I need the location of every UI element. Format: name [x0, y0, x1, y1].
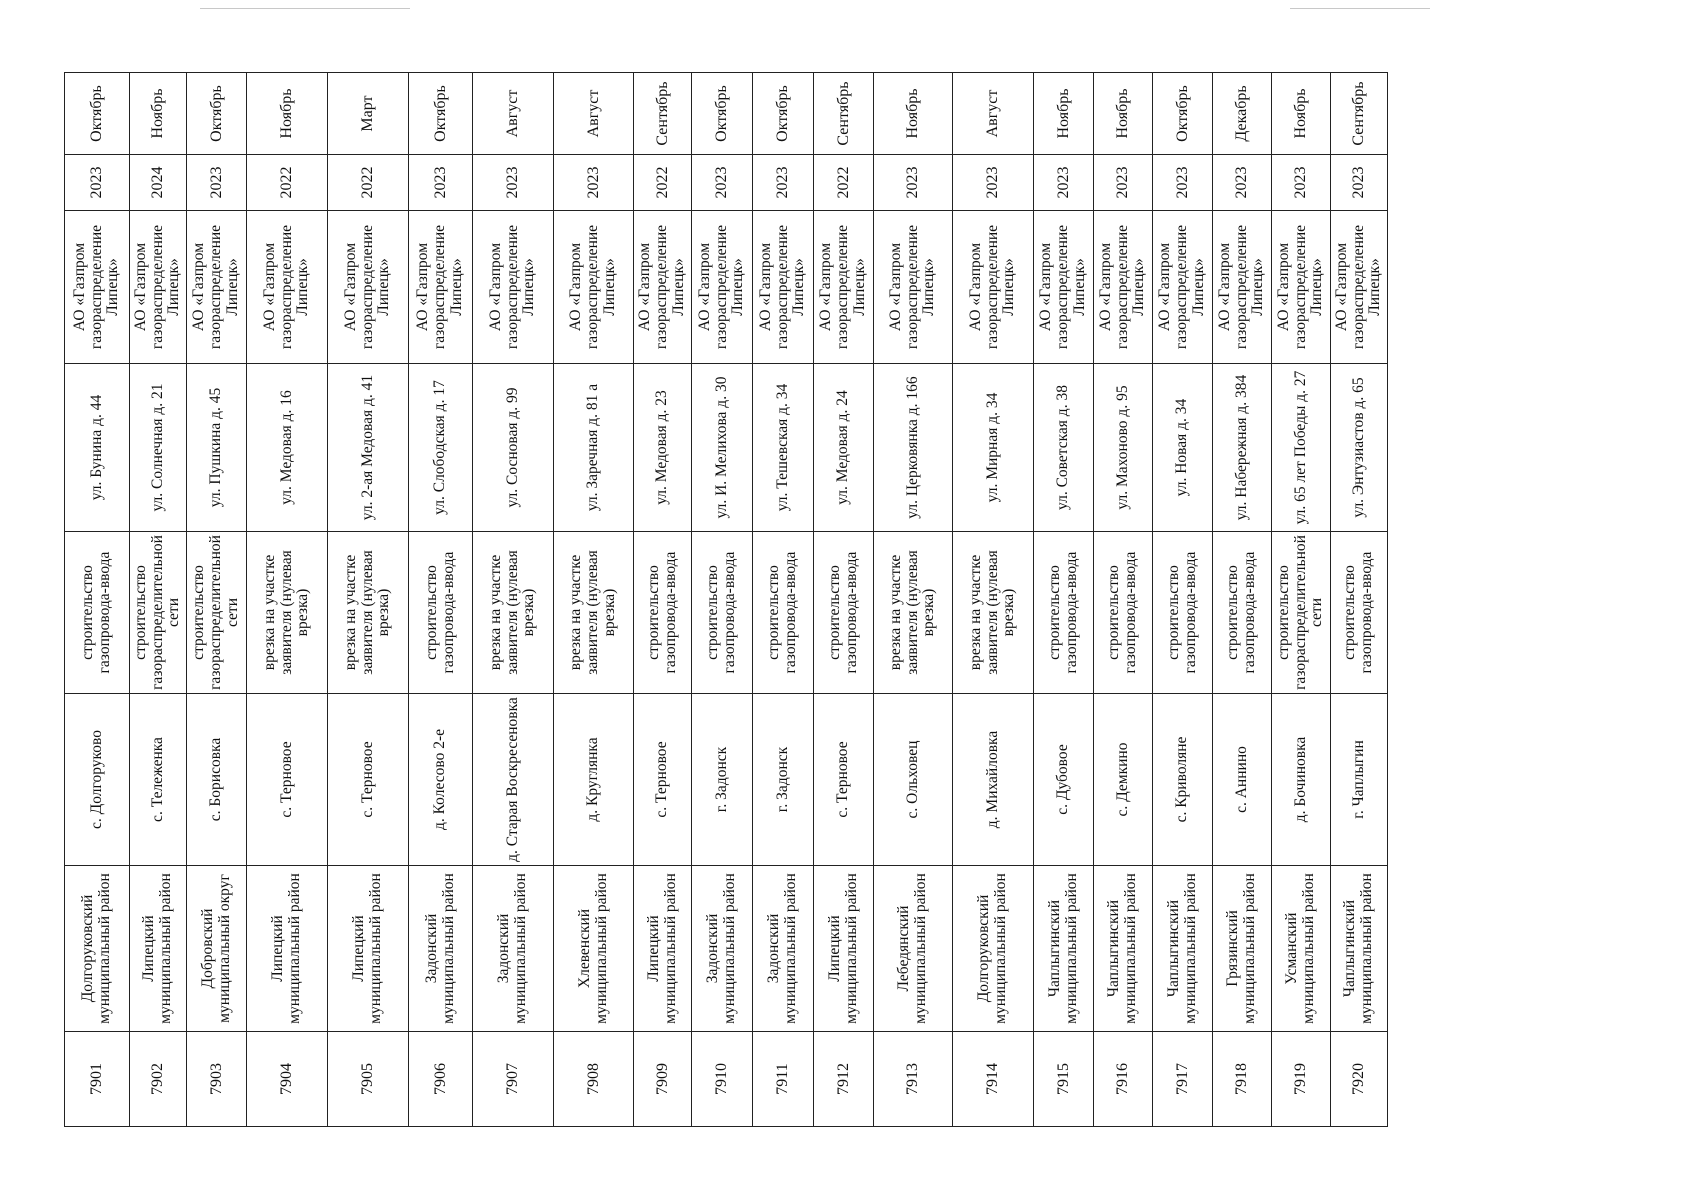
district-cell: Чаплыгинский муниципальный район [1331, 866, 1388, 1032]
row-number: 7908 [554, 1032, 634, 1127]
row-number: 7902 [130, 1032, 187, 1127]
district-cell: Липецкий муниципальный район [130, 866, 187, 1032]
settlement-cell: с. Терновое [634, 694, 692, 866]
year-cell: 2023 [1331, 155, 1388, 211]
table-row [692, 73, 753, 1127]
district-cell: Задонский муниципальный район [692, 866, 753, 1032]
settlement-cell: г. Задонск [753, 694, 814, 866]
district-cell: Долгоруковский муниципальный район [953, 866, 1034, 1032]
year-cell: 2023 [187, 155, 247, 211]
district-cell: Липецкий муниципальный район [328, 866, 409, 1032]
settlement-cell: д. Старая Воскресеновка [473, 694, 554, 866]
settlement-cell: с. Дубовое [1034, 694, 1094, 866]
organization-cell: АО «Газпром газораспределение Липецк» [634, 211, 692, 364]
gas-connection-table [64, 72, 1388, 1127]
year-cell: 2023 [473, 155, 554, 211]
row-number: 7912 [814, 1032, 874, 1127]
address-cell: ул. Махоново д. 95 [1094, 364, 1153, 532]
table-row [554, 73, 634, 1127]
organization-cell: АО «Газпром газораспределение Липецк» [1153, 211, 1213, 364]
table-row [814, 73, 874, 1127]
work-type-cell: строительство газопровода-ввода [753, 532, 814, 694]
table-row [634, 73, 692, 1127]
row-number: 7906 [409, 1032, 473, 1127]
table-row [328, 73, 409, 1127]
organization-cell: АО «Газпром газораспределение Липецк» [130, 211, 187, 364]
settlement-cell: д. Колесово 2-е [409, 694, 473, 866]
district-cell: Задонский муниципальный район [753, 866, 814, 1032]
district-cell: Чаплыгинский муниципальный район [1094, 866, 1153, 1032]
address-cell: ул. Набережная д. 384 [1213, 364, 1272, 532]
organization-cell: АО «Газпром газораспределение Липецк» [874, 211, 953, 364]
settlement-cell: с. Терновое [328, 694, 409, 866]
row-number: 7903 [187, 1032, 247, 1127]
row-number: 7910 [692, 1032, 753, 1127]
row-number: 7909 [634, 1032, 692, 1127]
district-cell: Задонский муниципальный район [409, 866, 473, 1032]
organization-cell: АО «Газпром газораспределение Липецк» [1213, 211, 1272, 364]
organization-cell: АО «Газпром газораспределение Липецк» [753, 211, 814, 364]
row-number: 7919 [1272, 1032, 1331, 1127]
row-number: 7916 [1094, 1032, 1153, 1127]
address-cell: ул. Слободская д. 17 [409, 364, 473, 532]
organization-cell: АО «Газпром газораспределение Липецк» [814, 211, 874, 364]
table-row [874, 73, 953, 1127]
table-row [1153, 73, 1213, 1127]
settlement-cell: с. Долгоруково [65, 694, 130, 866]
address-cell: ул. Бунина д. 44 [65, 364, 130, 532]
month-cell: Ноябрь [1034, 73, 1094, 155]
work-type-cell: врезка на участке заявителя (нулевая врезка) [473, 532, 554, 694]
district-cell: Добровский муниципальный округ [187, 866, 247, 1032]
district-cell: Усманский муниципальный район [1272, 866, 1331, 1032]
table-row [1034, 73, 1094, 1127]
settlement-cell: с. Криволяне [1153, 694, 1213, 866]
year-cell: 2023 [1272, 155, 1331, 211]
address-cell: ул. Энтузиастов д. 65 [1331, 364, 1388, 532]
table-row [1272, 73, 1331, 1127]
table-row [473, 73, 554, 1127]
table-row [953, 73, 1034, 1127]
year-cell: 2023 [1153, 155, 1213, 211]
organization-cell: АО «Газпром газораспределение Липецк» [247, 211, 328, 364]
work-type-cell: врезка на участке заявителя (нулевая врезка) [953, 532, 1034, 694]
scan-artifact-mark [200, 8, 410, 9]
settlement-cell: с. Терновое [814, 694, 874, 866]
month-cell: Ноябрь [1272, 73, 1331, 155]
organization-cell: АО «Газпром газораспределение Липецк» [409, 211, 473, 364]
settlement-cell: с. Терновое [247, 694, 328, 866]
table-row [130, 73, 187, 1127]
table-row [1213, 73, 1272, 1127]
year-cell: 2023 [874, 155, 953, 211]
year-cell: 2023 [409, 155, 473, 211]
organization-cell: АО «Газпром газораспределение Липецк» [1331, 211, 1388, 364]
month-cell: Ноябрь [247, 73, 328, 155]
settlement-cell: д. Круглянка [554, 694, 634, 866]
year-cell: 2023 [1213, 155, 1272, 211]
table-row [753, 73, 814, 1127]
month-cell: Сентябрь [814, 73, 874, 155]
work-type-cell: строительство газопровода-ввода [1213, 532, 1272, 694]
address-cell: ул. Медовая д. 23 [634, 364, 692, 532]
work-type-cell: строительство газопровода-ввода [1094, 532, 1153, 694]
month-cell: Ноябрь [130, 73, 187, 155]
work-type-cell: строительство газопровода-ввода [409, 532, 473, 694]
month-cell: Октябрь [409, 73, 473, 155]
district-cell: Чаплыгинский муниципальный район [1034, 866, 1094, 1032]
row-number: 7918 [1213, 1032, 1272, 1127]
month-cell: Август [473, 73, 554, 155]
address-cell: ул. Советская д. 38 [1034, 364, 1094, 532]
work-type-cell: строительство газораспределительной сети [130, 532, 187, 694]
address-cell: ул. Сосновая д. 99 [473, 364, 554, 532]
work-type-cell: врезка на участке заявителя (нулевая врезка) [874, 532, 953, 694]
table-body [65, 73, 1388, 1127]
settlement-cell: с. Тележенка [130, 694, 187, 866]
address-cell: ул. Солнечная д. 21 [130, 364, 187, 532]
month-cell: Ноябрь [1094, 73, 1153, 155]
address-cell: ул. Мирная д. 34 [953, 364, 1034, 532]
work-type-cell: врезка на участке заявителя (нулевая врезка) [247, 532, 328, 694]
organization-cell: АО «Газпром газораспределение Липецк» [187, 211, 247, 364]
address-cell: ул. Медовая д. 24 [814, 364, 874, 532]
row-number: 7911 [753, 1032, 814, 1127]
row-number: 7913 [874, 1032, 953, 1127]
month-cell: Сентябрь [634, 73, 692, 155]
work-type-cell: врезка на участке заявителя (нулевая врезка) [554, 532, 634, 694]
district-cell: Чаплыгинский муниципальный район [1153, 866, 1213, 1032]
organization-cell: АО «Газпром газораспределение Липецк» [692, 211, 753, 364]
month-cell: Октябрь [187, 73, 247, 155]
year-cell: 2023 [554, 155, 634, 211]
table-row [187, 73, 247, 1127]
organization-cell: АО «Газпром газораспределение Липецк» [473, 211, 554, 364]
settlement-cell: д. Бочиновка [1272, 694, 1331, 866]
work-type-cell: строительство газораспределительной сети [187, 532, 247, 694]
row-number: 7901 [65, 1032, 130, 1127]
row-number: 7905 [328, 1032, 409, 1127]
row-number: 7920 [1331, 1032, 1388, 1127]
month-cell: Август [554, 73, 634, 155]
row-number: 7917 [1153, 1032, 1213, 1127]
year-cell: 2024 [130, 155, 187, 211]
settlement-cell: с. Демкино [1094, 694, 1153, 866]
work-type-cell: строительство газопровода-ввода [1331, 532, 1388, 694]
year-cell: 2023 [753, 155, 814, 211]
district-cell: Грязинский муниципальный район [1213, 866, 1272, 1032]
scan-artifact-mark [1290, 8, 1430, 9]
year-cell: 2022 [328, 155, 409, 211]
work-type-cell: строительство газопровода-ввода [65, 532, 130, 694]
month-cell: Декабрь [1213, 73, 1272, 155]
district-cell: Липецкий муниципальный район [247, 866, 328, 1032]
year-cell: 2022 [634, 155, 692, 211]
month-cell: Сентябрь [1331, 73, 1388, 155]
work-type-cell: строительство газопровода-ввода [634, 532, 692, 694]
organization-cell: АО «Газпром газораспределение Липецк» [554, 211, 634, 364]
row-number: 7914 [953, 1032, 1034, 1127]
address-cell: ул. Тешевская д. 34 [753, 364, 814, 532]
settlement-cell: с. Ольховец [874, 694, 953, 866]
address-cell: ул. 65 лет Победы д. 27 [1272, 364, 1331, 532]
address-cell: ул. Новая д. 34 [1153, 364, 1213, 532]
month-cell: Ноябрь [874, 73, 953, 155]
table-row [409, 73, 473, 1127]
month-cell: Октябрь [1153, 73, 1213, 155]
address-cell: ул. 2-ая Медовая д. 41 [328, 364, 409, 532]
year-cell: 2023 [1094, 155, 1153, 211]
settlement-cell: г. Чаплыгин [1331, 694, 1388, 866]
year-cell: 2023 [1034, 155, 1094, 211]
table-row [1094, 73, 1153, 1127]
settlement-cell: с. Аннино [1213, 694, 1272, 866]
month-cell: Август [953, 73, 1034, 155]
organization-cell: АО «Газпром газораспределение Липецк» [953, 211, 1034, 364]
settlement-cell: д. Михайловка [953, 694, 1034, 866]
organization-cell: АО «Газпром газораспределение Липецк» [65, 211, 130, 364]
year-cell: 2022 [814, 155, 874, 211]
month-cell: Март [328, 73, 409, 155]
work-type-cell: строительство газопровода-ввода [814, 532, 874, 694]
organization-cell: АО «Газпром газораспределение Липецк» [1272, 211, 1331, 364]
month-cell: Октябрь [692, 73, 753, 155]
organization-cell: АО «Газпром газораспределение Липецк» [328, 211, 409, 364]
address-cell: ул. Заречная д. 81 а [554, 364, 634, 532]
month-cell: Октябрь [753, 73, 814, 155]
table-row [247, 73, 328, 1127]
address-cell: ул. Медовая д. 16 [247, 364, 328, 532]
district-cell: Задонский муниципальный район [473, 866, 554, 1032]
address-cell: ул. Пушкина д. 45 [187, 364, 247, 532]
row-number: 7904 [247, 1032, 328, 1127]
work-type-cell: строительство газопровода-ввода [1034, 532, 1094, 694]
work-type-cell: строительство газопровода-ввода [692, 532, 753, 694]
settlement-cell: г. Задонск [692, 694, 753, 866]
month-cell: Октябрь [65, 73, 130, 155]
year-cell: 2023 [692, 155, 753, 211]
district-cell: Хлевенский муниципальный район [554, 866, 634, 1032]
district-cell: Долгоруковский муниципальный район [65, 866, 130, 1032]
work-type-cell: врезка на участке заявителя (нулевая врезка) [328, 532, 409, 694]
district-cell: Лебедянский муниципальный район [874, 866, 953, 1032]
year-cell: 2022 [247, 155, 328, 211]
year-cell: 2023 [65, 155, 130, 211]
row-number: 7915 [1034, 1032, 1094, 1127]
settlement-cell: с. Борисовка [187, 694, 247, 866]
district-cell: Липецкий муниципальный район [814, 866, 874, 1032]
year-cell: 2023 [953, 155, 1034, 211]
row-number: 7907 [473, 1032, 554, 1127]
table-row [65, 73, 130, 1127]
work-type-cell: строительство газораспределительной сети [1272, 532, 1331, 694]
organization-cell: АО «Газпром газораспределение Липецк» [1034, 211, 1094, 364]
table-row [1331, 73, 1388, 1127]
organization-cell: АО «Газпром газораспределение Липецк» [1094, 211, 1153, 364]
district-cell: Липецкий муниципальный район [634, 866, 692, 1032]
work-type-cell: строительство газопровода-ввода [1153, 532, 1213, 694]
address-cell: ул. И. Мелихова д. 30 [692, 364, 753, 532]
address-cell: ул. Церковянка д. 166 [874, 364, 953, 532]
